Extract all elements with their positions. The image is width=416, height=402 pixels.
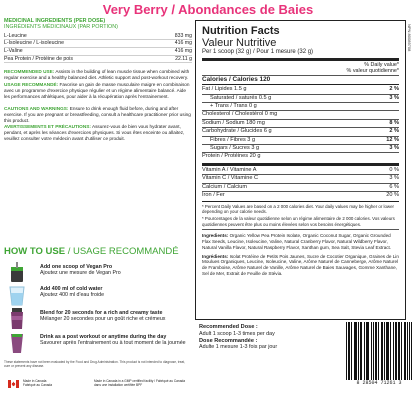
nutrient-label: Cholesterol / Cholestérol 0 mg	[202, 111, 278, 118]
nutrient-label: + Trans / Trans 0 g	[210, 103, 257, 110]
nutrient-daily-value: 3 %	[389, 94, 399, 101]
made-in-canada-fr: Fabriqué au Canada	[23, 382, 53, 387]
step-text-en: Add 400 ml of cold water	[40, 286, 103, 292]
ingredients-heading-en: MEDICINAL INGREDIENTS (PER DOSE)	[4, 18, 106, 24]
nutrient-daily-value: 3 %	[389, 145, 399, 152]
made-in-canada-en: Made in Canada	[23, 379, 47, 383]
step-1	[4, 262, 192, 286]
step-3	[4, 308, 192, 332]
nutrient-row	[202, 128, 399, 135]
product-title: Very Berry / Abondances de Baies	[102, 2, 314, 17]
nutrient-row	[202, 120, 399, 127]
nutrient-label: Protein / Protéines 20 g	[202, 153, 261, 160]
nutrient-daily-value: 8 %	[389, 119, 399, 126]
how-to-use-heading	[4, 246, 179, 257]
daily-value-footnote-fr: * Pourcentages de la valeur quotidienne selon un régime alimentaire de 2 000 calories. Vos valeurs quotidiennes peuvent être plus ou moins élevées selon vos besoins énergétiques.	[202, 216, 395, 227]
cautions-heading-fr: AVERTISSEMENTS ET PRÉCAUTIONS:	[4, 124, 91, 130]
recommended-use-fr	[4, 82, 192, 100]
barcode-bar	[411, 322, 412, 380]
nutrient-label: Fat / Lipides 1.5 g	[202, 86, 247, 93]
vitamin-row	[202, 175, 399, 182]
recommended-dose-heading-en: Recommended Dose :	[199, 324, 258, 330]
table-row	[4, 48, 192, 56]
scoop-icon	[8, 262, 26, 284]
recommended-dose-value-en: Adult 1 scoop 1-3 times per day	[199, 330, 275, 337]
nutrient-label: Carbohydrate / Glucides 6 g	[202, 128, 272, 135]
table-row	[4, 33, 192, 40]
barcode-number: 8 28504 71261 3	[356, 380, 402, 386]
nutrient-row	[202, 145, 399, 152]
ingredient-name: L-Leucine	[4, 33, 154, 40]
drink-icon	[8, 332, 26, 354]
calories-label: Calories / Calories	[202, 75, 258, 83]
vitamin-row	[202, 184, 399, 191]
step-4	[4, 332, 192, 356]
daily-value-header-fr: % valeur quotidienne*	[346, 68, 399, 75]
serving-size: Per 1 scoop (32 g) / Pour 1 mesure (32 g)	[202, 49, 314, 55]
daily-value-header-en: % Daily value*	[364, 62, 399, 68]
shaker-icon	[8, 308, 26, 330]
facility-note: Made in Canada in a GMP certified facility / Fabriqué au Canada dans une installation certifiée BPF	[94, 379, 186, 387]
nutrient-label: Sodium / Sodium 180 mg	[202, 119, 265, 126]
vitamin-daily-value: 6 %	[389, 183, 399, 190]
vitamin-label: Iron / Fer	[202, 192, 225, 199]
nutrient-label: Fibres / Fibres 3 g	[210, 136, 256, 143]
calories-row	[202, 76, 399, 83]
left-column	[4, 18, 192, 142]
vitamin-label: Vitamin C / Vitamine C	[202, 175, 259, 182]
step-text-en: Drink as a post workout or anytime during the day	[40, 334, 167, 340]
calories-value: 120	[259, 75, 271, 83]
recommended-dose-value-fr: Adulte 1 mesure 1-3 fois par jour	[199, 344, 278, 351]
made-in-canada	[23, 380, 52, 388]
vitamin-daily-value: 3 %	[389, 175, 399, 182]
cautions-heading-en: CAUTIONS AND WARNINGS:	[4, 105, 69, 111]
barcode	[346, 322, 412, 390]
vitamin-row	[202, 167, 399, 174]
nutrient-daily-value: 2 %	[389, 86, 399, 93]
how-to-use-en: HOW TO USE	[4, 246, 66, 257]
recommended-use-text-en: Assists in the building of lean muscle tissue when combined with regular exercise and a healthy balanced diet. Athletic support and post-workout recovery.	[4, 69, 190, 81]
vitamin-label: Vitamin A / Vitamine A	[202, 166, 257, 173]
ingredient-name: Pea Protein / Protéine de pois	[4, 55, 154, 63]
nutrient-row	[202, 153, 399, 160]
table-row	[4, 55, 192, 63]
recommended-dose	[199, 324, 319, 351]
cautions-fr	[4, 124, 192, 142]
npn-code-text: NPN 80089708	[407, 24, 412, 52]
nutrient-daily-value: 12 %	[386, 136, 399, 143]
step-text-fr: Ajoutez une mesure de Vegan Pro	[40, 270, 121, 277]
ingredient-value: 22.11 g	[154, 55, 192, 63]
fda-disclaimer: These statements have not been evaluated by the Food and Drug Administration. This product is not intended to diagnose, treat, cure or prevent any disease.	[4, 360, 186, 368]
vitamin-rows	[202, 167, 399, 200]
nutrition-facts-panel	[195, 20, 406, 320]
nutrient-row	[202, 137, 399, 144]
ingredient-value: 416 mg	[154, 48, 192, 56]
table-row	[4, 40, 192, 48]
npn-code	[407, 24, 415, 84]
recommended-use-text-fr: Favorise un gain de masse musculaire maigre en combinaison avec un programme d'exercice physique régulier et un régime alimentaire balancé. Aide les performances athlétiques, pour aider à la récupération après l'entrainement.	[4, 82, 190, 99]
step-text-en: Add one scoop of Vegan Pro	[40, 264, 113, 270]
step-2	[4, 284, 192, 308]
recommended-use-en	[4, 69, 192, 81]
nutrient-label: Sugars / Sucres 3 g	[210, 145, 260, 152]
vitamin-daily-value: 20 %	[386, 192, 399, 199]
ingredients-text-en: Organic Yellow Pea Protein Isolate, Organic Coconut Sugar, Organic Grounded Flax Seeds, Leucine, Isoleucine, Valine, Natural Cranberry Flavor, Natural Wildberry Flavor, Natural Vanilla Flavor, Natural Raspberry Flavor, Xanthan gum, Sea Salt, Stevia Leaf Extract.	[202, 233, 392, 250]
cautions-en	[4, 106, 192, 124]
heading-separator: /	[65, 246, 73, 257]
ingredient-name: L-Isoleucine / L-isoleucine	[4, 40, 154, 48]
recommended-use-heading-en: RECOMMENDED USE:	[4, 69, 55, 75]
nutrient-row	[202, 86, 399, 93]
valeur-nutritive-title: Valeur Nutritive	[202, 37, 277, 49]
water-cup-icon	[8, 284, 26, 306]
ingredients-heading-fr: Ingrédients:	[202, 253, 229, 259]
ingredients-en	[202, 233, 399, 250]
daily-value-header	[202, 62, 399, 75]
recommended-dose-heading-fr: Dose Recommandée :	[199, 337, 258, 344]
step-text-fr: Mélanger 20 secondes pour un goût riche et crémeux	[40, 316, 166, 323]
nutrient-row	[202, 95, 399, 102]
ingredients-heading-en: Ingredients:	[202, 233, 229, 239]
ingredient-name: L-Valine	[4, 48, 154, 56]
medicinal-ingredients-table	[4, 33, 192, 63]
recommended-use-heading-fr: USAGE RECOMMANDÉ:	[4, 82, 59, 87]
ingredient-value: 833 mg	[154, 33, 192, 40]
cautions-text-en: Ensure to drink enough fluid before, during and after exercise. If you are pregnant or breastfeeding, consult a healthcare practitioner prior using this product.	[4, 105, 191, 123]
barcode-bars	[346, 322, 412, 380]
nutrient-row	[202, 111, 399, 118]
nutrition-facts-title: Nutrition Facts	[202, 25, 280, 37]
canada-flag-icon	[8, 380, 19, 388]
ingredients-heading-fr: INGRÉDIENTS MÉDICINAUX (PAR PORTION)	[4, 24, 118, 31]
nutrient-label: Saturated / saturés 0.5 g	[210, 94, 272, 101]
vitamin-row	[202, 192, 399, 199]
cautions-text-fr: Assurez-vous de bien vous hydrater avant, pendant, et après les séances d'exercices physiques. Si vous êtes enceinte ou allaitez, veuillez consulter votre médecin avant d'utiliser ce produit.	[4, 124, 185, 142]
how-to-use-fr: USAGE RECOMMANDÉ	[72, 246, 179, 257]
ingredients-text-fr: Isolat Protéine de Petits Pois Jaunes, Sucre de Cocotier Organique, Graines de Lin Moulues Organiques, Leucine, Isoleucine, Valine, Arôme Naturel de Canneberge, Arôme Naturel de Framboise, Arôme Naturel de Vanille, Arôme Naturel de Baies Sauvages, Gomme Xanthane, Sel de Mer, Extrait de Feuille de Stévia.	[202, 253, 399, 276]
nutrient-daily-value: 2 %	[389, 128, 399, 135]
step-text-fr: Savourer après l'entrainement ou à tout moment de la journée	[40, 340, 186, 347]
footer	[4, 378, 192, 394]
ingredients-fr	[202, 254, 399, 277]
step-text-en: Blend for 20 seconds for a rich and creamy taste	[40, 310, 163, 316]
step-text-fr: Ajoutez 400 ml d'eau froide	[40, 292, 105, 299]
vitamin-label: Calcium / Calcium	[202, 183, 248, 190]
daily-value-footnote-en: * Percent Daily Values are based on a 2 000 calories diet. Your daily values may be higher or lower depending on your calorie needs.	[202, 203, 394, 214]
ingredient-value: 416 mg	[154, 40, 192, 48]
nutrient-row	[202, 103, 399, 110]
vitamin-daily-value: 0 %	[389, 166, 399, 173]
nutrient-rows	[202, 86, 399, 161]
